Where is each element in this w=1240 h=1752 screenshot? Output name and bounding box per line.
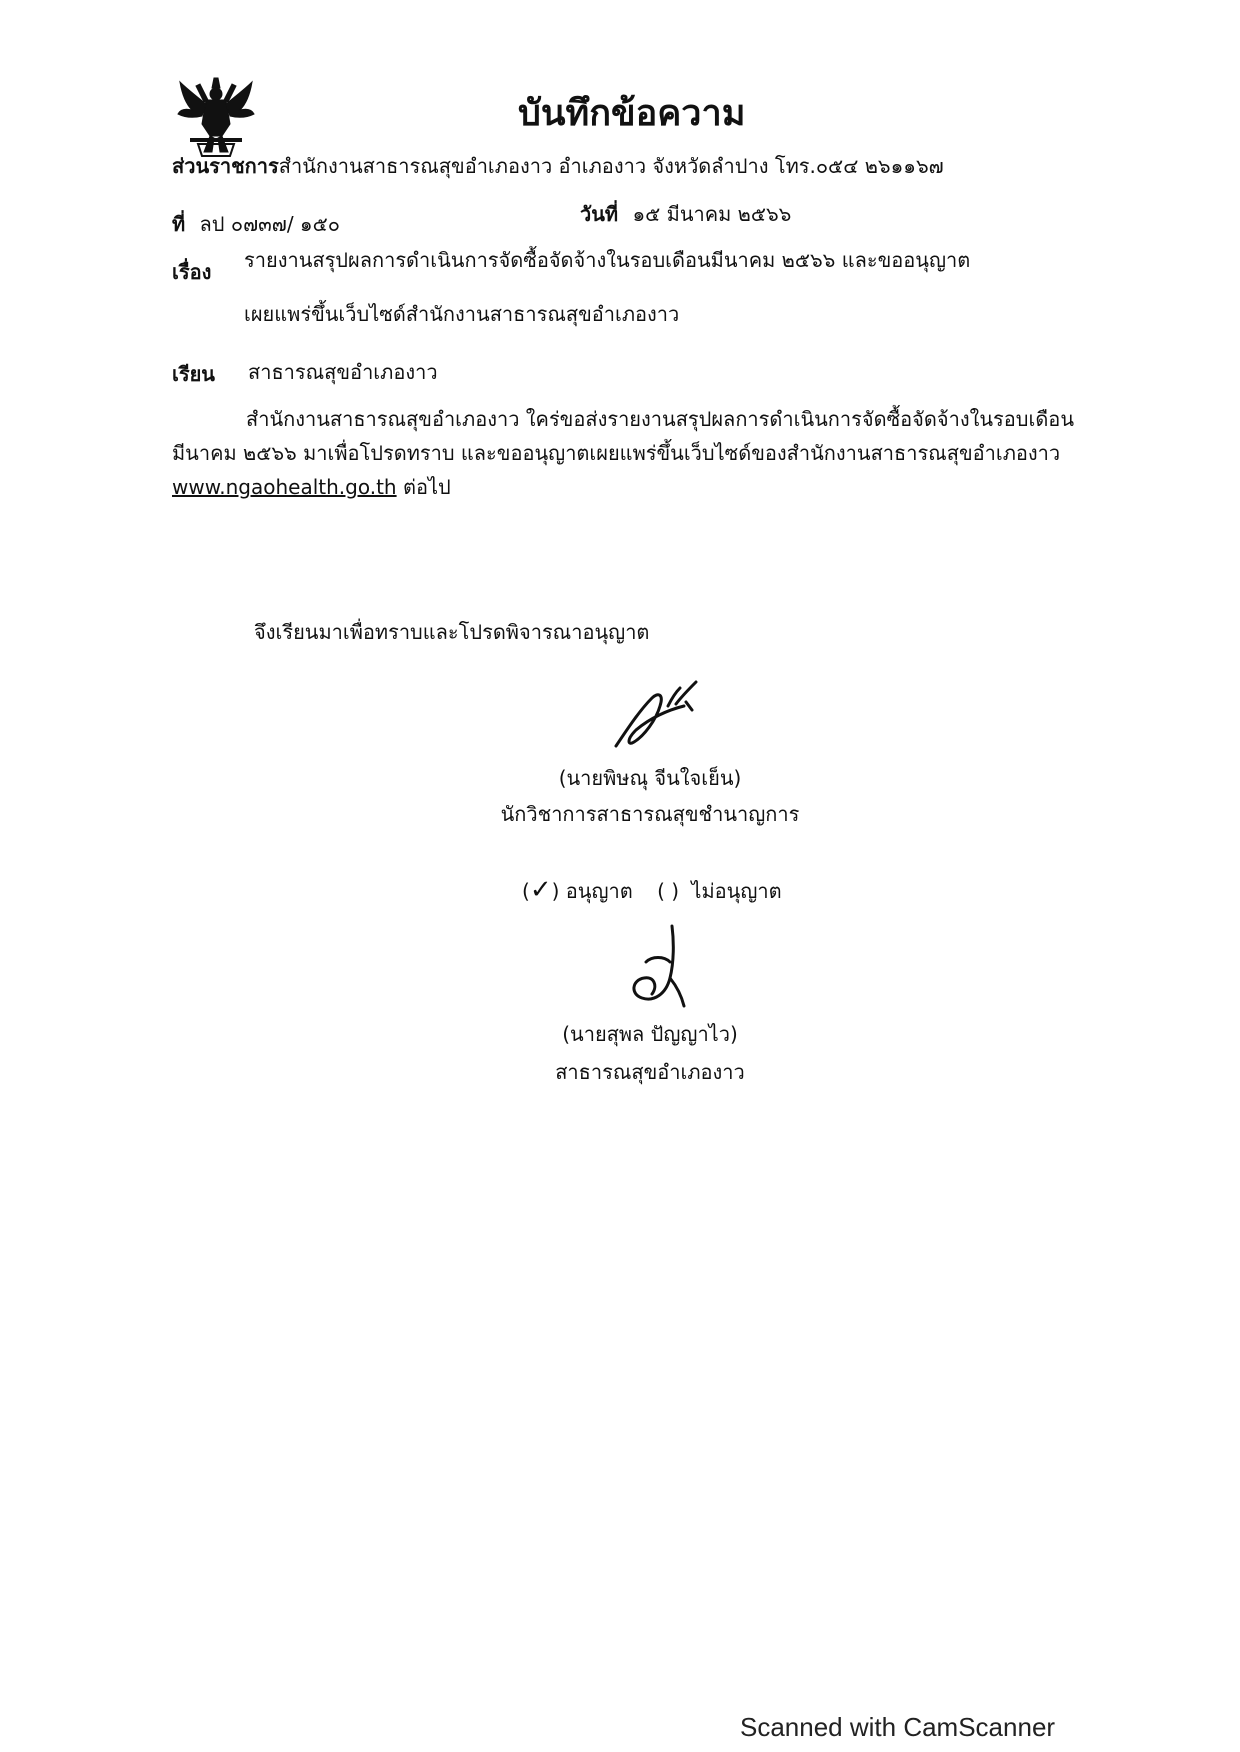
ref-value: ลป ๐๗๓๗/ ๑๕๐ xyxy=(199,212,340,236)
to-value: สาธารณสุขอำเภองาว xyxy=(248,360,438,384)
subject-label: เรื่อง xyxy=(172,260,212,284)
ref-line xyxy=(172,210,340,238)
agency-line xyxy=(172,152,944,180)
to-label: เรียน xyxy=(172,362,215,386)
approve-checkbox[interactable]: ✓ xyxy=(529,875,552,905)
signature-1-image xyxy=(606,676,716,760)
deny-label: ไม่อนุญาต xyxy=(691,879,782,903)
signature-2-image xyxy=(624,922,694,1008)
subject-line-2: เผยแพร่ขึ้นเว็บไซด์สำนักงานสาธารณสุขอำเภองาว xyxy=(244,302,680,326)
approve-label: ) อนุญาต xyxy=(551,879,633,903)
body-text-end: ต่อไป xyxy=(402,475,451,499)
signer-2-position: สาธารณสุขอำเภองาว xyxy=(555,1060,745,1084)
website-link[interactable]: www.ngaohealth.go.th xyxy=(172,475,397,499)
memo-title: บันทึกข้อความ xyxy=(518,93,746,134)
body-paragraph xyxy=(172,402,1114,504)
date-line xyxy=(580,200,791,228)
date-value: ๑๕ มีนาคม ๒๕๖๖ xyxy=(632,202,792,226)
date-label: วันที่ xyxy=(580,202,619,226)
signer-1-position: นักวิชาการสาธารณสุขชำนาญการ xyxy=(500,802,800,826)
body-text: สำนักงานสาธารณสุขอำเภองาว ใคร่ขอส่งรายงานสรุปผลการดำเนินการจัดซื้อจัดจ้างในรอบเดือน มีนาคม ๒๕๖๖ มาเพื่อโปรดทราบ และขออนุญาตเผยแพร่ขึ้นเว็บไซด์ของสำนักงานสาธารณสุขอำเภองาว xyxy=(172,407,1074,465)
approval-line xyxy=(522,876,782,905)
signer-2-name: (นายสุพล ปัญญาไว) xyxy=(562,1022,738,1046)
garuda-emblem-icon xyxy=(176,74,256,158)
agency-label: ส่วนราชการ xyxy=(172,154,279,178)
camscanner-watermark: Scanned with CamScanner xyxy=(740,1712,1056,1742)
agency-value: สำนักงานสาธารณสุขอำเภองาว อำเภองาว จังหวัดลำปาง โทร.๐๕๔ ๒๖๑๑๖๗ xyxy=(278,154,944,178)
ref-label: ที่ xyxy=(172,212,186,236)
approve-open: ( xyxy=(522,879,530,903)
closing-text: จึงเรียนมาเพื่อทราบและโปรดพิจารณาอนุญาต xyxy=(254,620,650,644)
subject-line-1: รายงานสรุปผลการดำเนินการจัดซื้อจัดจ้างในรอบเดือนมีนาคม ๒๕๖๖ และขออนุญาต xyxy=(244,248,971,272)
signer-1-name: (นายพิษณุ จีนใจเย็น) xyxy=(558,766,742,790)
deny-checkbox[interactable]: ( ) xyxy=(657,879,680,903)
